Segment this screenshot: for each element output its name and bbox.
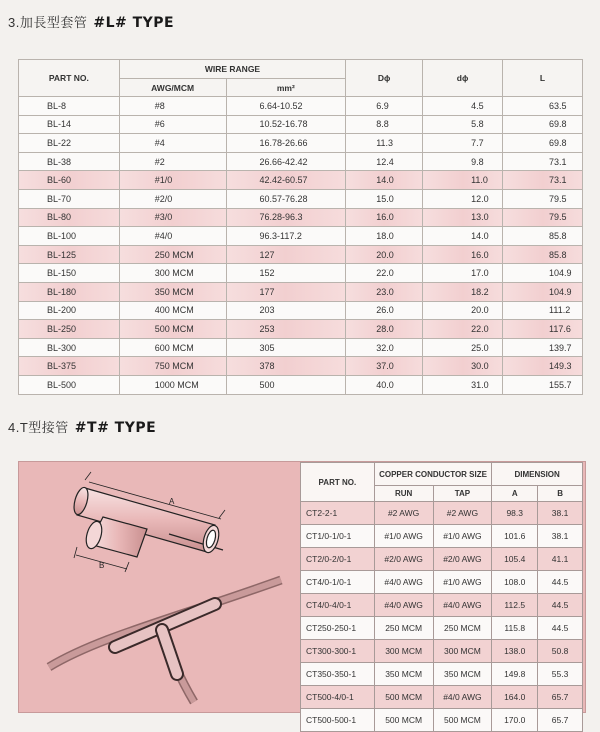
header-dimension: DIMENSION xyxy=(492,463,583,486)
cell-mm2: 177 xyxy=(226,282,346,301)
header-part-no: PART NO. xyxy=(19,60,120,97)
table-row xyxy=(301,663,583,686)
table-row xyxy=(19,134,583,153)
cell-L: 63.5 xyxy=(503,97,583,116)
cell-L: 111.2 xyxy=(503,301,583,320)
cell-L: 73.1 xyxy=(503,171,583,190)
cell-d: 13.0 xyxy=(423,208,503,227)
cell-part-no: BL-70 xyxy=(19,189,120,208)
cell-L: 104.9 xyxy=(503,264,583,283)
cell-L: 117.6 xyxy=(503,320,583,339)
header-copper-conductor-size: COPPER CONDUCTOR SIZE xyxy=(374,463,492,486)
cell-part-no: CT2-2-1 xyxy=(301,502,375,525)
cell-run: #4/0 AWG xyxy=(374,571,433,594)
cell-d: 12.0 xyxy=(423,189,503,208)
cell-tap: #1/0 AWG xyxy=(433,525,492,548)
cell-part-no: BL-150 xyxy=(19,264,120,283)
cell-L: 85.8 xyxy=(503,227,583,246)
table-row xyxy=(301,571,583,594)
cell-mm2: 76.28-96.3 xyxy=(226,208,346,227)
cell-part-no: BL-250 xyxy=(19,320,120,339)
cell-tap: #2 AWG xyxy=(433,502,492,525)
table-row xyxy=(301,502,583,525)
table-row xyxy=(19,375,583,394)
cell-a: 108.0 xyxy=(492,571,538,594)
cell-part-no: BL-8 xyxy=(19,97,120,116)
cell-tap: 300 MCM xyxy=(433,640,492,663)
cell-part-no: CT250-250-1 xyxy=(301,617,375,640)
cell-part-no: BL-14 xyxy=(19,115,120,134)
cell-run: 500 MCM xyxy=(374,709,433,732)
table-row xyxy=(19,189,583,208)
header-wire-range: WIRE RANGE xyxy=(119,60,345,79)
cell-mm2: 127 xyxy=(226,245,346,264)
cell-a: 98.3 xyxy=(492,502,538,525)
cell-mm2: 60.57-76.28 xyxy=(226,189,346,208)
cell-b: 55.3 xyxy=(538,663,583,686)
section-title-t-type xyxy=(8,417,156,436)
cell-d: 9.8 xyxy=(423,152,503,171)
cell-D: 12.4 xyxy=(346,152,423,171)
table-row xyxy=(19,264,583,283)
cell-L: 104.9 xyxy=(503,282,583,301)
cell-D: 32.0 xyxy=(346,338,423,357)
table-row xyxy=(19,152,583,171)
cell-mm2: 10.52-16.78 xyxy=(226,115,346,134)
cell-d: 7.7 xyxy=(423,134,503,153)
cell-a: 101.6 xyxy=(492,525,538,548)
cell-d: 5.8 xyxy=(423,115,503,134)
cell-a: 105.4 xyxy=(492,548,538,571)
cell-d: 18.2 xyxy=(423,282,503,301)
cell-mm2: 152 xyxy=(226,264,346,283)
cell-d: 16.0 xyxy=(423,245,503,264)
cell-run: 300 MCM xyxy=(374,640,433,663)
cell-L: 69.8 xyxy=(503,115,583,134)
cell-tap: #4/0 AWG xyxy=(433,594,492,617)
table-row xyxy=(19,357,583,376)
cell-mm2: 26.66-42.42 xyxy=(226,152,346,171)
cell-run: #2 AWG xyxy=(374,502,433,525)
cell-part-no: BL-100 xyxy=(19,227,120,246)
header-a: A xyxy=(492,486,538,502)
cell-mm2: 305 xyxy=(226,338,346,357)
cell-awg-mcm: 600 MCM xyxy=(119,338,226,357)
cell-mm2: 500 xyxy=(226,375,346,394)
table-row xyxy=(19,320,583,339)
cell-d: 4.5 xyxy=(423,97,503,116)
header-awg-mcm: AWG/MCM xyxy=(119,79,226,97)
table-row xyxy=(301,709,583,732)
header-tap: TAP xyxy=(433,486,492,502)
cell-D: 14.0 xyxy=(346,171,423,190)
cell-b: 44.5 xyxy=(538,571,583,594)
cell-L: 155.7 xyxy=(503,375,583,394)
cell-awg-mcm: #6 xyxy=(119,115,226,134)
crimped-cable-drawing xyxy=(49,580,281,702)
cell-d: 25.0 xyxy=(423,338,503,357)
cell-part-no: CT4/0-1/0-1 xyxy=(301,571,375,594)
table-row xyxy=(19,171,583,190)
table-row xyxy=(301,617,583,640)
header-part-no: PART NO. xyxy=(301,463,375,502)
cell-awg-mcm: #2 xyxy=(119,152,226,171)
cell-b: 41.1 xyxy=(538,548,583,571)
cell-D: 28.0 xyxy=(346,320,423,339)
cell-a: 164.0 xyxy=(492,686,538,709)
section-title-code: #T# TYPE xyxy=(74,420,157,436)
cell-D: 23.0 xyxy=(346,282,423,301)
cell-part-no: BL-180 xyxy=(19,282,120,301)
cell-d: 17.0 xyxy=(423,264,503,283)
cell-a: 112.5 xyxy=(492,594,538,617)
cell-mm2: 378 xyxy=(226,357,346,376)
cell-tap: #4/0 AWG xyxy=(433,686,492,709)
cell-part-no: BL-125 xyxy=(19,245,120,264)
header-b: B xyxy=(538,486,583,502)
cell-awg-mcm: #2/0 xyxy=(119,189,226,208)
table-row xyxy=(301,686,583,709)
header-d: dϕ xyxy=(423,60,503,97)
cell-run: 250 MCM xyxy=(374,617,433,640)
cell-awg-mcm: 500 MCM xyxy=(119,320,226,339)
cell-tap: 350 MCM xyxy=(433,663,492,686)
cell-d: 14.0 xyxy=(423,227,503,246)
cell-L: 139.7 xyxy=(503,338,583,357)
cell-tap: #2/0 AWG xyxy=(433,548,492,571)
table-row xyxy=(19,115,583,134)
table-row xyxy=(19,338,583,357)
cell-part-no: BL-80 xyxy=(19,208,120,227)
section-title-cn: 4.T型接管 xyxy=(8,420,69,435)
cell-part-no: CT1/0-1/0-1 xyxy=(301,525,375,548)
table-row xyxy=(19,282,583,301)
cell-part-no: BL-500 xyxy=(19,375,120,394)
cell-D: 26.0 xyxy=(346,301,423,320)
cell-part-no: CT300-300-1 xyxy=(301,640,375,663)
cell-L: 69.8 xyxy=(503,134,583,153)
cell-part-no: BL-375 xyxy=(19,357,120,376)
t-type-table xyxy=(300,462,583,732)
table-row xyxy=(301,594,583,617)
header-mm2: mm² xyxy=(226,79,346,97)
cell-part-no: BL-200 xyxy=(19,301,120,320)
cell-b: 44.5 xyxy=(538,617,583,640)
cell-D: 6.9 xyxy=(346,97,423,116)
cell-D: 16.0 xyxy=(346,208,423,227)
cell-tap: 250 MCM xyxy=(433,617,492,640)
table-row xyxy=(19,245,583,264)
cell-part-no: BL-300 xyxy=(19,338,120,357)
cell-mm2: 42.42-60.57 xyxy=(226,171,346,190)
cell-mm2: 6.64-10.52 xyxy=(226,97,346,116)
cell-b: 65.7 xyxy=(538,709,583,732)
cell-d: 11.0 xyxy=(423,171,503,190)
cell-D: 20.0 xyxy=(346,245,423,264)
cell-d: 31.0 xyxy=(423,375,503,394)
dimension-b-label: B xyxy=(99,561,105,570)
cell-mm2: 96.3-117.2 xyxy=(226,227,346,246)
table-row xyxy=(301,640,583,663)
cell-part-no: BL-38 xyxy=(19,152,120,171)
cell-awg-mcm: 300 MCM xyxy=(119,264,226,283)
cell-mm2: 253 xyxy=(226,320,346,339)
cell-run: #4/0 AWG xyxy=(374,594,433,617)
header-D: Dϕ xyxy=(346,60,423,97)
cell-awg-mcm: 400 MCM xyxy=(119,301,226,320)
cell-tap: 500 MCM xyxy=(433,709,492,732)
cell-part-no: CT500-500-1 xyxy=(301,709,375,732)
cell-awg-mcm: 350 MCM xyxy=(119,282,226,301)
l-type-table xyxy=(18,59,583,395)
cell-L: 149.3 xyxy=(503,357,583,376)
cell-run: #2/0 AWG xyxy=(374,548,433,571)
t-connector-drawing xyxy=(71,486,223,557)
cell-a: 170.0 xyxy=(492,709,538,732)
cell-D: 37.0 xyxy=(346,357,423,376)
cell-d: 30.0 xyxy=(423,357,503,376)
cell-mm2: 203 xyxy=(226,301,346,320)
section-title-cn: 3.加長型套管 xyxy=(8,15,88,30)
cell-awg-mcm: #4/0 xyxy=(119,227,226,246)
section-title-code: #L# TYPE xyxy=(93,15,175,31)
header-run: RUN xyxy=(374,486,433,502)
cell-mm2: 16.78-26.66 xyxy=(226,134,346,153)
cell-b: 38.1 xyxy=(538,502,583,525)
cell-d: 20.0 xyxy=(423,301,503,320)
cell-L: 85.8 xyxy=(503,245,583,264)
table-row xyxy=(19,301,583,320)
cell-part-no: BL-22 xyxy=(19,134,120,153)
table-row xyxy=(301,525,583,548)
cell-b: 38.1 xyxy=(538,525,583,548)
cell-b: 44.5 xyxy=(538,594,583,617)
cell-D: 18.0 xyxy=(346,227,423,246)
cell-awg-mcm: 250 MCM xyxy=(119,245,226,264)
cell-b: 65.7 xyxy=(538,686,583,709)
cell-part-no: CT2/0-2/0-1 xyxy=(301,548,375,571)
header-L: L xyxy=(503,60,583,97)
cell-D: 11.3 xyxy=(346,134,423,153)
cell-run: #1/0 AWG xyxy=(374,525,433,548)
cell-awg-mcm: #8 xyxy=(119,97,226,116)
cell-L: 79.5 xyxy=(503,189,583,208)
cell-run: 350 MCM xyxy=(374,663,433,686)
cell-part-no: BL-60 xyxy=(19,171,120,190)
cell-a: 149.8 xyxy=(492,663,538,686)
cell-b: 50.8 xyxy=(538,640,583,663)
section-title-l-type xyxy=(8,12,174,31)
cell-awg-mcm: 750 MCM xyxy=(119,357,226,376)
cell-D: 15.0 xyxy=(346,189,423,208)
cell-d: 22.0 xyxy=(423,320,503,339)
cell-awg-mcm: 1000 MCM xyxy=(119,375,226,394)
table-row xyxy=(301,548,583,571)
cell-D: 22.0 xyxy=(346,264,423,283)
cell-D: 40.0 xyxy=(346,375,423,394)
cell-run: 500 MCM xyxy=(374,686,433,709)
cell-awg-mcm: #3/0 xyxy=(119,208,226,227)
cell-tap: #1/0 AWG xyxy=(433,571,492,594)
table-row xyxy=(19,208,583,227)
cell-L: 79.5 xyxy=(503,208,583,227)
cell-a: 138.0 xyxy=(492,640,538,663)
cell-part-no: CT500-4/0-1 xyxy=(301,686,375,709)
cell-awg-mcm: #4 xyxy=(119,134,226,153)
dimension-a-label: A xyxy=(169,497,175,506)
cell-a: 115.8 xyxy=(492,617,538,640)
cell-awg-mcm: #1/0 xyxy=(119,171,226,190)
table-row xyxy=(19,97,583,116)
cell-L: 73.1 xyxy=(503,152,583,171)
cell-part-no: CT4/0-4/0-1 xyxy=(301,594,375,617)
t-connector-illustration xyxy=(19,462,301,712)
table-row xyxy=(19,227,583,246)
cell-part-no: CT350-350-1 xyxy=(301,663,375,686)
cell-D: 8.8 xyxy=(346,115,423,134)
